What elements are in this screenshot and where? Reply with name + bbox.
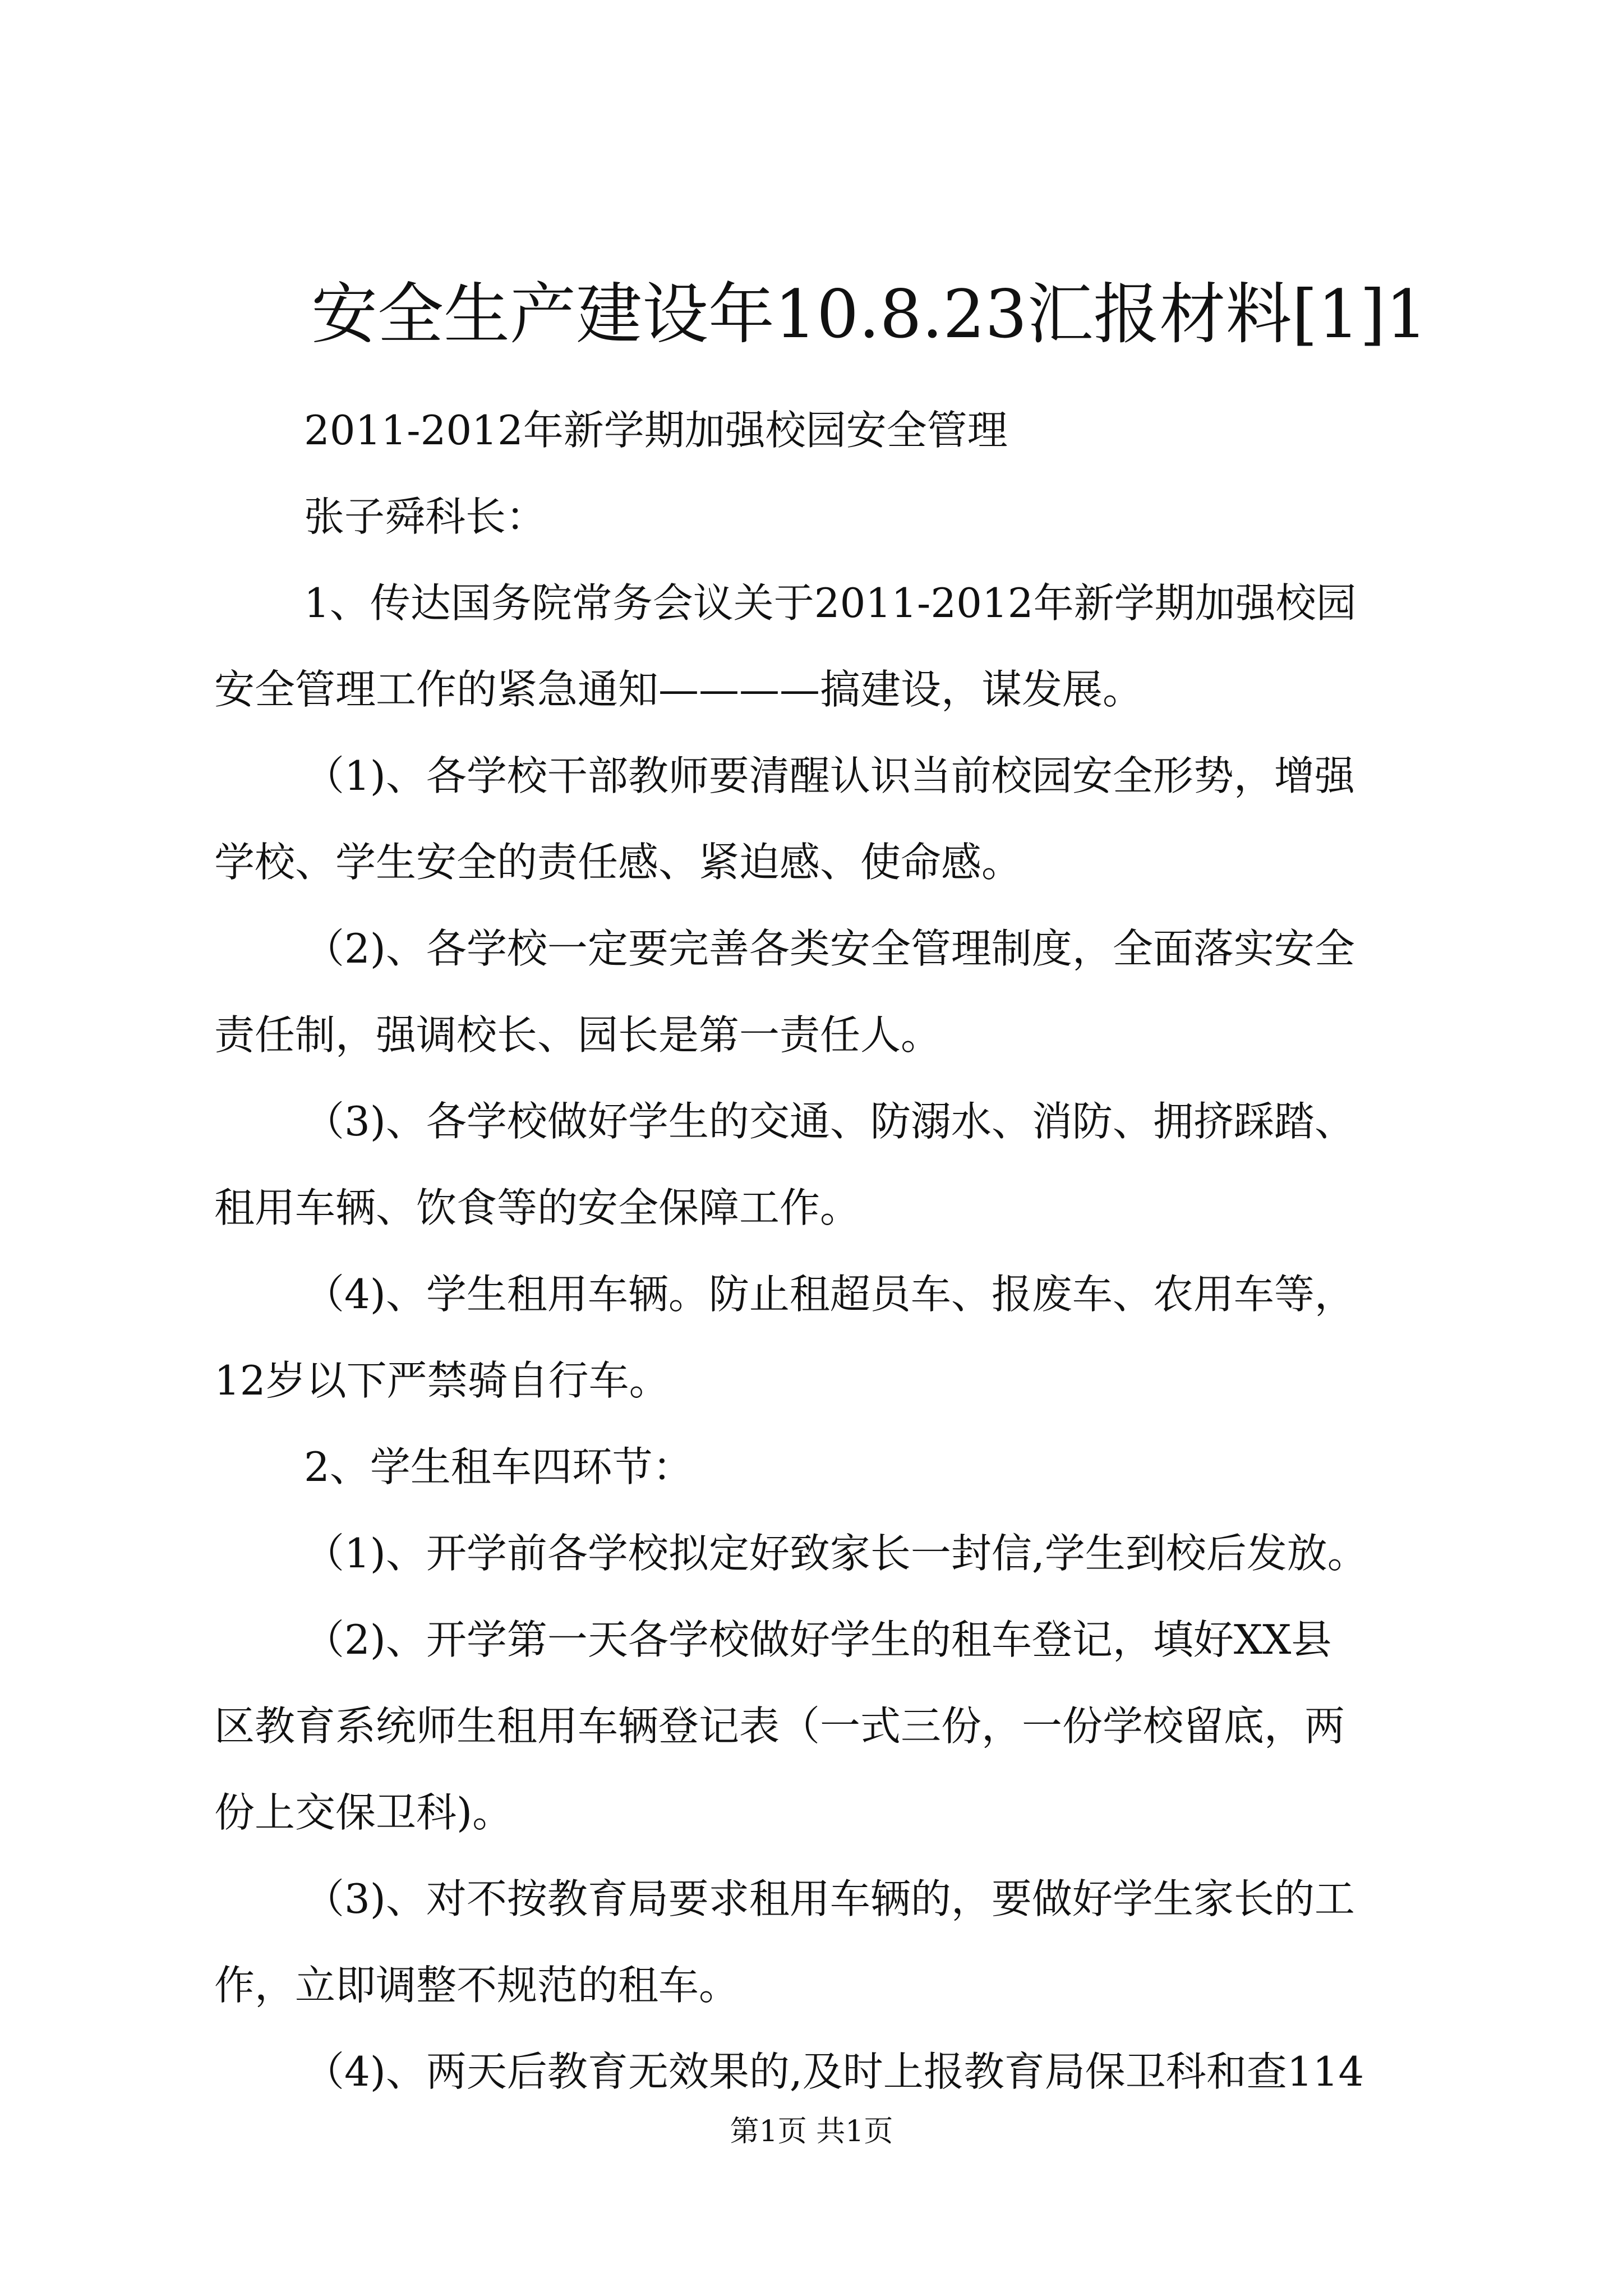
body-line: （3)、对不按教育局要求租用车辆的，要做好学生家长的工 — [304, 1875, 1355, 1922]
body-line: 12岁以下严禁骑自行车。 — [214, 1357, 670, 1404]
body-line: 学校、学生安全的责任感、紧迫感、使命感。 — [214, 839, 1022, 886]
body-line: 1、传达国务院常务会议关于2011-2012年新学期加强校园 — [304, 579, 1357, 627]
body-line: 责任制，强调校长、园长是第一责任人。 — [214, 1011, 942, 1059]
body-line: （1)、各学校干部教师要清醒认识当前校园安全形势，增强 — [304, 752, 1355, 799]
body-line: 租用车辆、饮食等的安全保障工作。 — [214, 1184, 861, 1231]
body-line: （2)、开学第一天各学校做好学生的租车登记，填好XX县 — [304, 1616, 1332, 1663]
body-line: （3)、各学校做好学生的交通、防溺水、消防、拥挤踩踏、 — [304, 1098, 1355, 1145]
page-footer: 第1页 共1页 — [730, 2115, 893, 2148]
body-line: 份上交保卫科)。 — [214, 1789, 513, 1836]
body-line: 张子舜科长： — [304, 493, 547, 540]
body-line: 安全管理工作的紧急通知————搞建设，谋发展。 — [214, 666, 1144, 713]
document-body — [214, 387, 1426, 2115]
body-line: （1)、开学前各学校拟定好致家长一封信,学生到校后发放。 — [304, 1530, 1368, 1577]
body-line: 2011-2012年新学期加强校园安全管理 — [304, 407, 1008, 454]
body-line: 作，立即调整不规范的租车。 — [214, 1962, 740, 2009]
body-line: 区教育系统师生租用车辆登记表（一式三份，一份学校留底，两 — [214, 1703, 1345, 1750]
document-title: 安全生产建设年10.8.23汇报材料[1]1 — [311, 275, 1428, 353]
body-line: 2、学生租车四环节： — [304, 1443, 693, 1490]
body-line: （2)、各学校一定要完善各类安全管理制度，全面落实安全 — [304, 925, 1355, 972]
body-line: （4)、两天后教育无效果的,及时上报教育局保卫科和查114 — [304, 2048, 1364, 2095]
body-line: （4)、学生租用车辆。防止租超员车、报废车、农用车等， — [304, 1271, 1355, 1318]
